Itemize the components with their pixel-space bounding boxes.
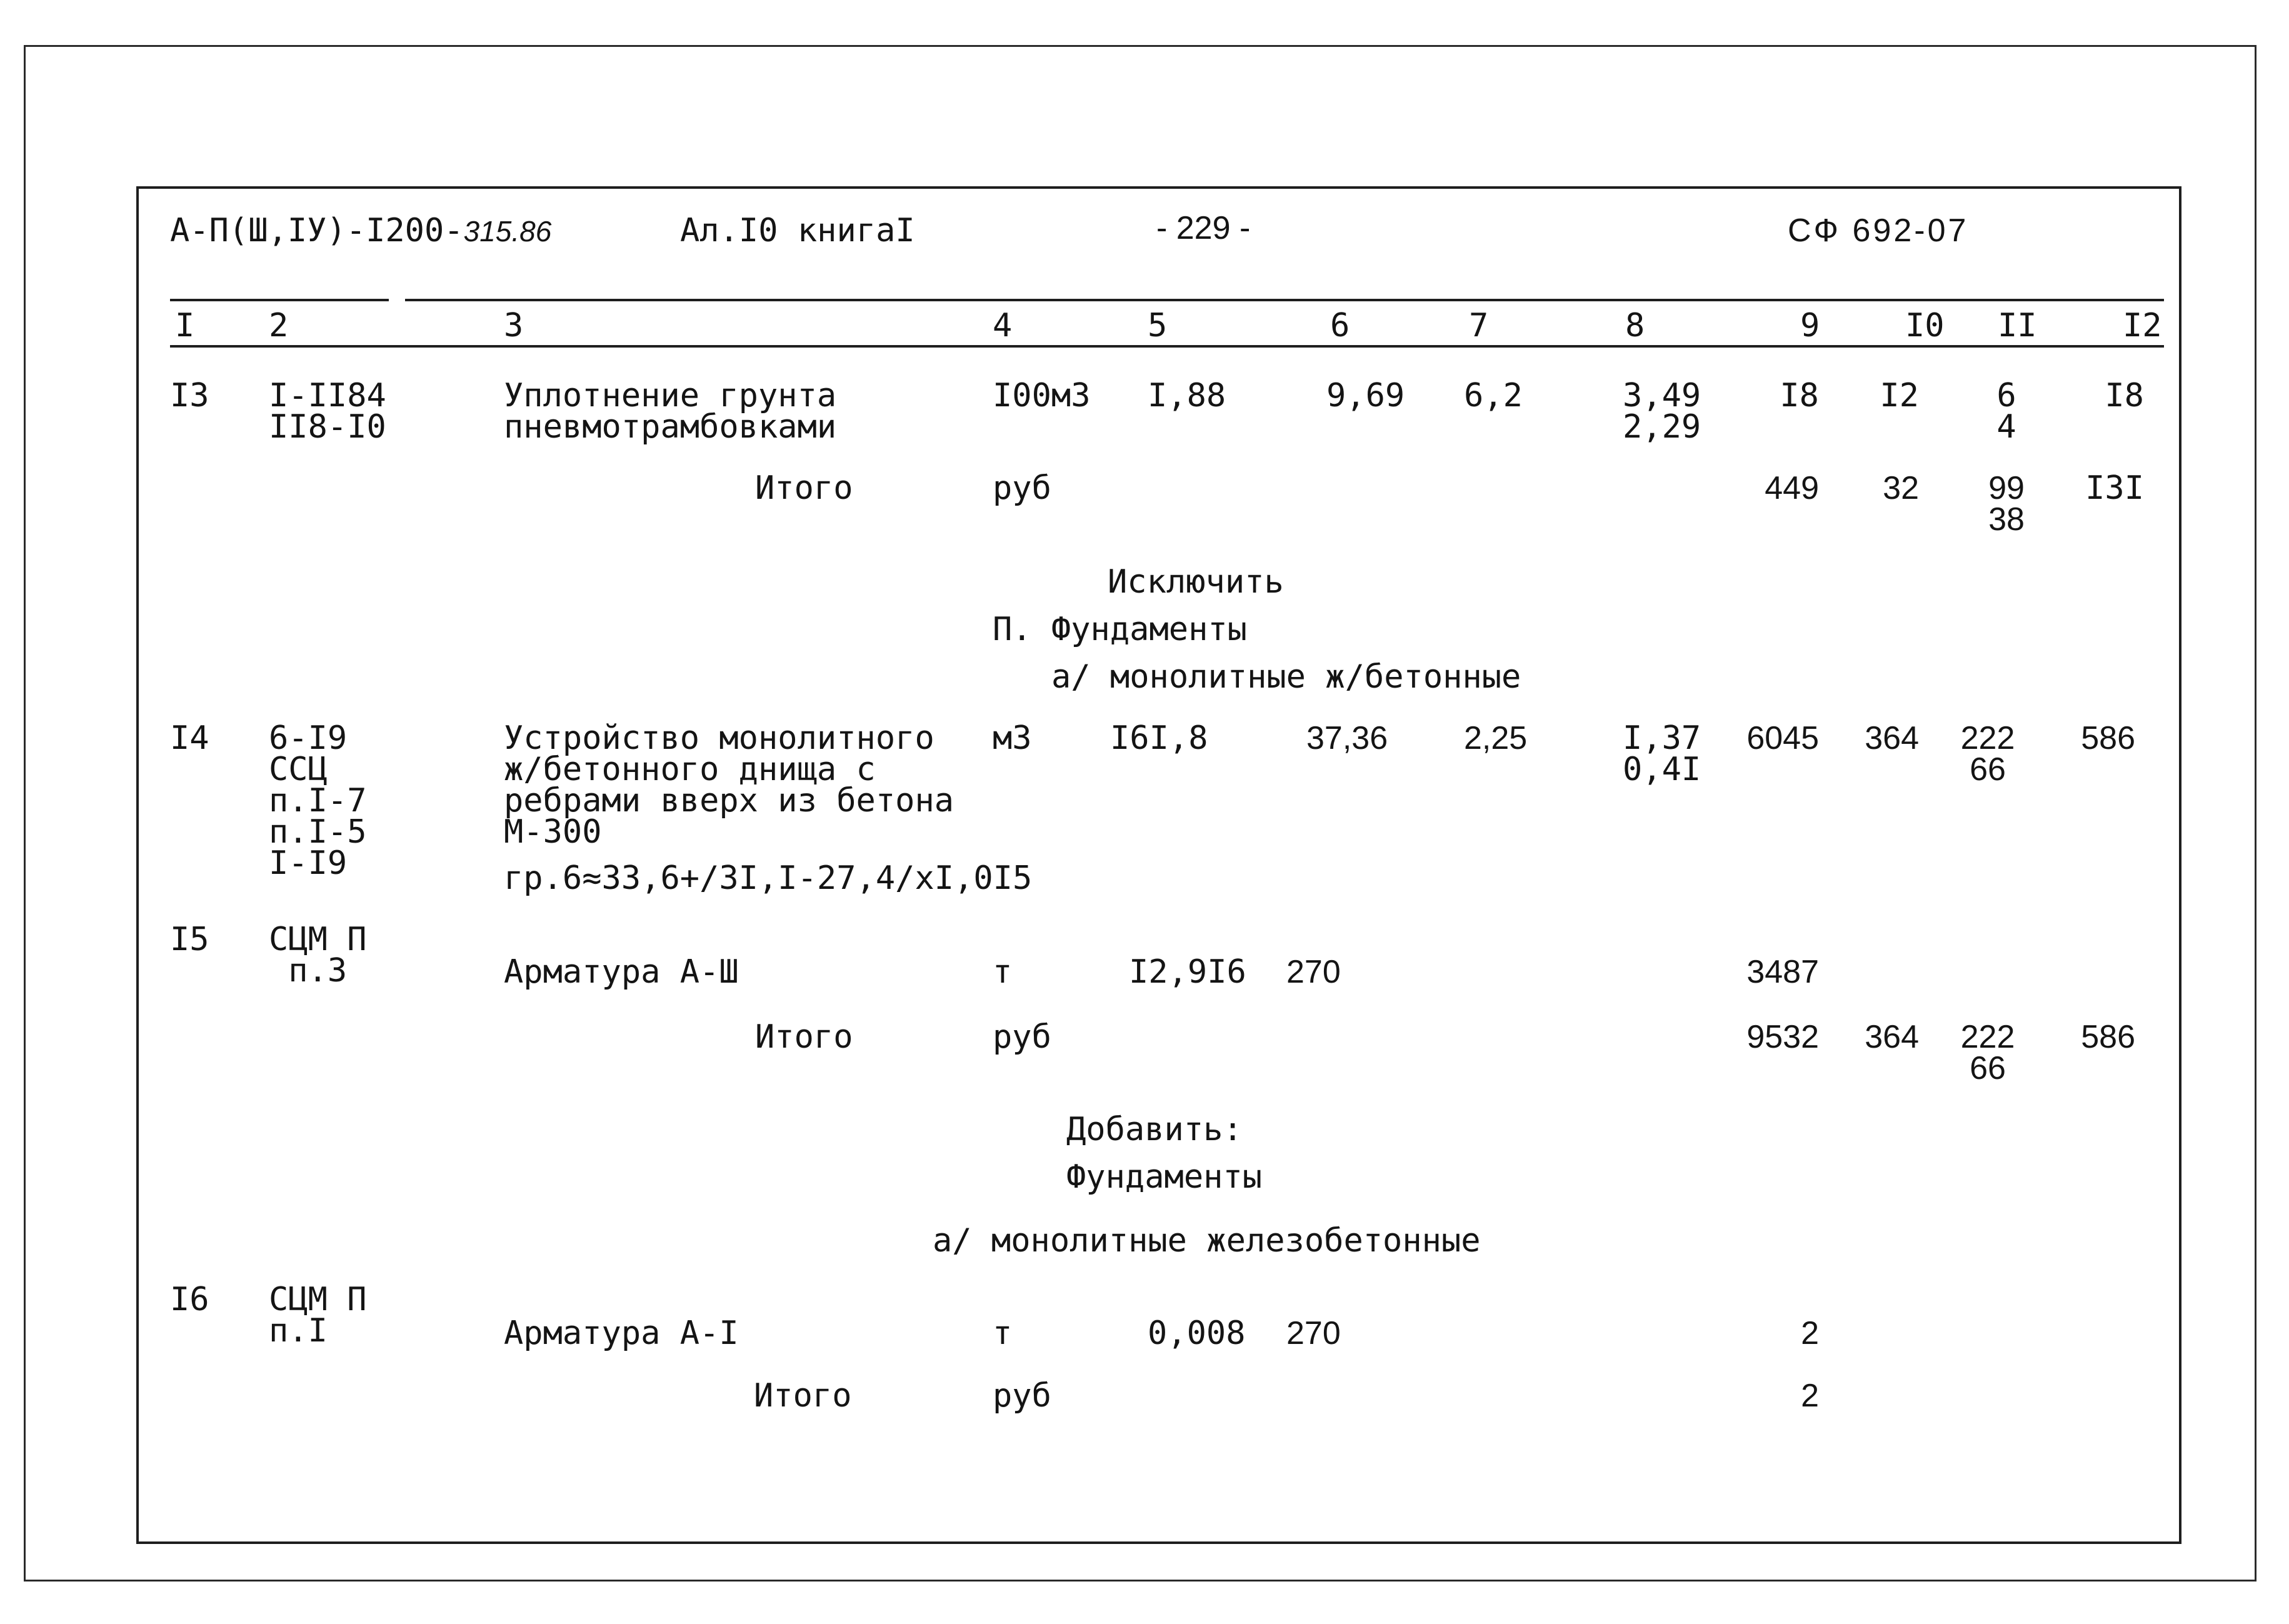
- page-number: - 229 -: [1156, 210, 1251, 246]
- row16-qty: 0,008: [1148, 1315, 1246, 1352]
- col-header-9: 9: [1800, 307, 1820, 344]
- total1-col9: 449: [1765, 470, 1819, 506]
- total1-col12: I3I: [2085, 469, 2144, 507]
- row13-col12: I8: [2105, 377, 2144, 414]
- album-label: Ал.I0 книгаI: [680, 212, 915, 249]
- row14-number: I4: [170, 719, 209, 757]
- col-header-2: 2: [269, 307, 289, 344]
- col-header-1: I: [175, 307, 195, 344]
- col-header-12: I2: [2123, 307, 2162, 344]
- total3-label: Итого: [754, 1377, 852, 1415]
- header-rule-left: [170, 299, 389, 301]
- col-header-7: 7: [1469, 307, 1489, 344]
- row14-col6: 37,36: [1306, 720, 1388, 756]
- total2-col9: 9532: [1746, 1019, 1819, 1055]
- project-code: А-П(Ш,IУ)-I200-315.86: [170, 212, 552, 249]
- sheet-code: СФ 692-07: [1788, 213, 1969, 249]
- row14-unit: м3: [993, 719, 1032, 757]
- section-add-subtitle: Фундаменты: [1066, 1158, 1263, 1196]
- row13-number: I3: [170, 377, 209, 414]
- row13-name: Уплотнение грунта пневмотрамбовками: [504, 377, 837, 446]
- total3-col9: 2: [1801, 1378, 1819, 1414]
- row15-unit: т: [993, 953, 1013, 991]
- section-add-subsubtitle: а/ монолитные железобетонные: [933, 1222, 1481, 1260]
- col-header-6: 6: [1330, 307, 1350, 344]
- col-header-10: I0: [1905, 307, 1945, 344]
- row13-qty: I,88: [1148, 377, 1226, 414]
- row14-col11: 222 66: [1960, 720, 2015, 788]
- row13-col10: I2: [1880, 377, 1919, 414]
- row14-col8: I,37 0,4I: [1623, 719, 1701, 788]
- section-exclude-subtitle: П. Фундаменты: [993, 611, 1247, 648]
- row16-name: Арматура А-I: [504, 1315, 739, 1352]
- row16-code: СЦМ П п.I: [269, 1281, 367, 1350]
- col-header-3: 3: [504, 307, 524, 344]
- section-exclude-subsubtitle: а/ монолитные ж/бетонные: [1051, 658, 1521, 696]
- row15-name: Арматура А-Ш: [504, 953, 739, 991]
- total1-label: Итого: [755, 469, 853, 507]
- row15-col9: 3487: [1746, 954, 1819, 990]
- total2-unit: руб: [993, 1018, 1051, 1056]
- total2-col12: 586: [2081, 1019, 2135, 1055]
- row13-col7: 6,2: [1464, 377, 1523, 414]
- row13-col6: 9,69: [1326, 377, 1405, 414]
- col-header-5: 5: [1148, 307, 1168, 344]
- col-header-11: II: [1998, 307, 2037, 344]
- total1-col11: 99 38: [1988, 470, 2025, 538]
- total2-col10: 364: [1865, 1019, 1919, 1055]
- total1-col10: 32: [1883, 470, 1919, 506]
- row14-col9: 6045: [1746, 720, 1819, 756]
- row13-unit: I00м3: [993, 377, 1091, 414]
- row14-qty: I6I,8: [1110, 719, 1208, 757]
- row16-col6: 270: [1286, 1315, 1341, 1351]
- header-rule-right: [405, 299, 2164, 301]
- col-header-8: 8: [1625, 307, 1645, 344]
- row15-code: СЦМ П п.3: [269, 921, 367, 990]
- row14-code: 6-I9 ССЦ п.I-7 п.I-5 I-I9: [269, 719, 367, 882]
- total3-unit: руб: [993, 1377, 1051, 1415]
- section-exclude-title: Исключить: [1108, 563, 1284, 601]
- row13-col9: I8: [1780, 377, 1819, 414]
- row13-col8: 3,49 2,29: [1623, 377, 1701, 446]
- row16-number: I6: [170, 1281, 209, 1318]
- col-header-4: 4: [993, 307, 1013, 344]
- row13-col11: 6 4: [1996, 377, 2016, 446]
- total2-label: Итого: [755, 1018, 853, 1056]
- total2-col11: 222 66: [1960, 1019, 2015, 1086]
- row16-unit: т: [993, 1315, 1013, 1352]
- row14-col7: 2,25: [1464, 720, 1528, 756]
- project-code-suffix: 315.86: [463, 215, 552, 248]
- total1-unit: руб: [993, 469, 1051, 507]
- column-header-rule: [170, 345, 2164, 348]
- row15-col6: 270: [1286, 954, 1341, 990]
- row14-name: Устройство монолитного ж/бетонного днища с ребрами вверх из бетона М-300: [504, 719, 954, 851]
- row15-qty: I2,9I6: [1129, 953, 1246, 991]
- row15-number: I5: [170, 921, 209, 958]
- row16-col9: 2: [1801, 1315, 1819, 1351]
- row13-code: I-II84 II8-I0: [269, 377, 386, 446]
- section-add-title: Добавить:: [1066, 1111, 1243, 1148]
- row14-formula: гр.6≈33,6+/3I,I-27,4/хI,0I5: [504, 860, 1033, 897]
- row14-col12: 586: [2081, 720, 2135, 756]
- row14-col10: 364: [1865, 720, 1919, 756]
